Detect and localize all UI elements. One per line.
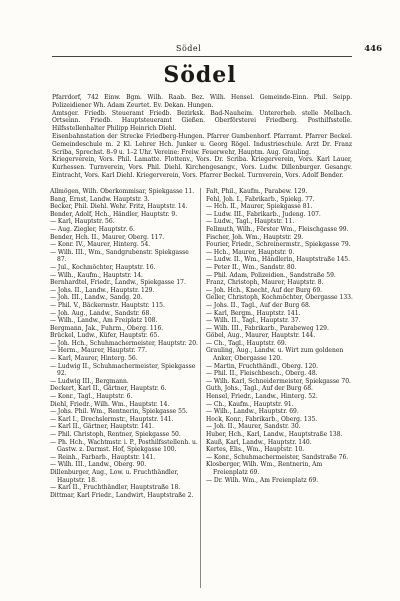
resident-entry: — Hch., Maurer, Hauptstr. 0. [206,248,295,256]
resident-entry: Becker, Phil. Diehl. Wehr. Fritz, Hauptstr. 14. [50,203,188,211]
resident-entry: — Joh. Aug., Landw., Sandstr. 68. [50,309,152,317]
resident-entry: — Wilh., Kaufm., Hauptstr. 14. [50,271,143,279]
resident-entry: Huber, Hch., Karl, Landw., Hauptstraße 138. [206,431,343,438]
resident-entry: Bender, Hch. II., Maurer, Oberg. 117. [50,233,165,241]
resident-entry: Bergmann, Jak., Fuhrm., Oberg. 116. [50,324,164,332]
resident-entry: — Jul., Kochmöchter, Hauptstr. 16. [50,263,156,271]
resident-entry: Brückel, Ludw., Küfer, Hauptstr. 65. [50,332,160,340]
intro-paragraph: Pfarrdorf, 742 Einw. Bgm. Wilh. Raab. Bez. Wilh. Hensel. Gemeinde-Einn. Phil. Seipp. Polizeidiener Wh. Adam Zeurtet. Ev. Dekan. Hungen. [52,94,352,109]
resident-entry: — Ludwig II., Schuhmachermeister, Spiekgasse 92. [50,362,196,378]
resident-entry: — Ludw. III., Fabrikarb., Judeng. 107. [206,210,321,218]
resident-entry: — Martin, Fruchthändl., Oberg. 120. [206,362,319,370]
page-number: 446 [364,44,382,54]
resident-entry: Hock, Konr., Fabrikarb., Oberg. 135. [206,415,318,423]
village-intro [52,94,352,180]
resident-entry: — Phil. V., Bäckermstr. Hauptstr. 115. [50,301,165,309]
resident-entry: Grauling, Aug., Landw. u. Wirt zum goldenen Anker, Obergasse 120. [206,347,344,363]
resident-entry: — Joh. Hch., Knecht, Auf der Burg 69. [206,286,323,294]
header-rule [52,56,352,57]
resident-entry: Guth, Johs., Tagl., Auf der Burg 68. [206,385,313,393]
resident-entry: Bender, Adolf, Hch., Händler, Hauptstr. 9. [50,210,178,218]
resident-entry: — Herm., Maurer, Hauptstr. 77. [50,347,147,355]
resident-entry: — Wilh. II., Tagl., Hauptstr. 37. [206,317,301,325]
resident-entry: — Wilh., Landw., Am Freiplatz 108. [50,317,158,325]
resident-entry: Fischer, Joh. Wm., Hauptstr. 29. [206,233,304,241]
resident-entry: — Reinh., Farbarb., Hauptstr. 141. [50,453,156,461]
resident-entry: Allmögen, Wilh. Oberkommisar, Spiekgasse 11. [50,188,195,195]
resident-entry: — Wilh. III., Wm., Sandgrubenstr. Spiekgasse 87. [50,248,189,264]
resident-list-left [50,188,200,499]
resident-entry: — Dr. Wilh. Wm., Am Freienplatz 69. [206,476,319,484]
intro-paragraph: Eisenbahnstation der Strecke Friedberg-Hungen. Pfarrer Gumbenhorf. Pfarramt. Pfarrer Beckel. Gemeindeschule m. 2 Kl. Lehrer Hch. Junker u. Georg Rögel. Industrieschule. Arzt Dr. Franz Scriba, Sprechst. 8–9 u. 1–2 Uhr. Vereine: Freiw. Feuerwehr, Hauptm. Aug. Grauling. [52,132,352,156]
resident-entry: — Aug. Ziegler, Hauptstr. 6. [50,225,135,233]
resident-entry: — Karl I., Drechslermstr., Hauptstr. 141. [50,415,174,423]
resident-entry: Fehl, Joh. I., Fabrikarb., Spiekg. 77. [206,195,315,203]
resident-entry: — Phil. Christoph, Rentner, Spiekgasse 50. [50,431,181,438]
resident-entry: — Wilh. Karl, Schneidermeister, Spiekgasse 70. [206,377,351,385]
column-divider [200,188,201,588]
resident-entry: — Ludwig III., Bergmann. [50,377,129,385]
resident-entry: Bernhardtel, Friedr., Landw., Spiekgasse 17. [50,279,186,287]
intro-paragraph: Amtsger. Friedb. Steueramt Friedb. Bezirksk. Bad-Nauheim. Untererheb. stelle Melbach. Ortseinn. Friedb. Hauptsteueramt Gießen. Oberförsterei Friedberg. Posthilfsstelle. Hilfsstellenhalter Philipp Heinrich Diehl. [52,109,352,133]
resident-entry: Deckert, Karl II., Gärtner, Hauptstr. 6. [50,385,167,393]
resident-entry: — Ludw. II., Wm., Händlerin, Hauptstraße 145. [206,256,351,264]
resident-entry: Dillenburger, Aug., Low. u. Fruchthändler, Hauptstr. 18. [50,468,179,484]
resident-entry: — Karl II., Fruchthändler, Hauptstraße 18. [50,484,181,492]
resident-list-right [206,188,356,484]
resident-entry: — Johs. II., Landw., Hauptstr. 129. [50,286,155,294]
resident-entry: Geller, Christoph, Kochmöchter, Obergasse 133. [206,294,353,302]
running-head-title: Södel [176,44,202,53]
resident-entry: Bang, Ernst, Landw. Hauptstr. 3. [50,195,150,203]
resident-entry: Kauß, Karl, Landw., Hauptstr. 140. [206,438,312,446]
resident-entry: — Ludw., Tagl., Hauptstr. 11. [206,218,295,226]
resident-entry: — Johs. Phil. Wm., Rentnerin, Spiekgasse 55. [50,408,188,416]
resident-entry: — Ch., Tagl., Hauptstr. 69. [206,339,287,347]
resident-entry: — Hch. II., Maurer, Spiekgasse 81. [206,203,313,211]
resident-entry: Klosberger, Wilh. Wm., Rentnerin, Am Freienplatz 69. [206,461,323,476]
resident-entry: — Karl, Maurer, Hinterg. 56. [50,355,138,363]
resident-entry: — Phil. II., Fleischbesch., Oberg. 48. [206,370,318,378]
resident-entry: — Johs. II., Tagl., Auf der Burg 68. [206,301,311,309]
resident-entry: — Wilh. III., Landw., Oberg. 90. [50,461,147,469]
resident-entry: Hensel, Friedr., Landw., Hinterg. 52. [206,393,318,401]
resident-entry: — Phil. Adam, Polizeidien., Sandstraße 59. [206,271,336,279]
resident-entry: Franz, Christoph, Maurer, Hauptstr. 8. [206,279,324,287]
resident-entry: — Joh. Hch., Schuhmachermeister, Hauptstr. 20. [50,339,198,347]
resident-entry: — Karl, Hauptstr. 56. [50,218,115,226]
intro-paragraph: Kriegerverein, Vors. Phil. Lamatte. Flottenv., Vors. Dr. Scriba. Kriegerverein, Vors. Karl Lauer, Kurhessen. Turnverein, Vors. Phil. Diehl. Kirchengesangv., Vors. Ludw. Dillenburger. Gesangv. Eintracht, Vors. Karl Diehl. Kriegerverein, Vors. Pfarrer Beckel. Turnverein, Vors. Adolf Bender. [52,156,352,179]
resident-entry: Fellmuth, Wilh., Förster Wm., Fleischgasse 99. [206,225,349,233]
resident-entry: — Konr., Schuhmachermeister, Sandstraße 76. [206,453,349,461]
resident-entry: Göbel, Aug., Maurer, Hauptstr. 144. [206,332,316,340]
page-title: Södel [163,62,237,88]
resident-entry: — Karl, Bergm., Hauptstr. 141. [206,309,301,317]
resident-entry: — Joh. III., Landw., Sandg. 20. [50,294,143,302]
resident-entry: Kertes, Elis., Wm., Hauptstr. 10. [206,446,305,454]
resident-entry: Diehl, Friedr., Wilh. Wm., Hauptstr. 14. [50,400,170,408]
resident-entry: — Peter II., Wm., Sandstr. 80. [206,263,297,271]
resident-entry: Fourier, Friedr., Schreinermstr., Spiekgasse 79. [206,241,351,249]
resident-entry: — Ch., Kaufm., Hauptstr. 91. [206,400,294,408]
resident-entry: — Karl II., Gärtner, Hauptstr. 141. [50,423,155,431]
running-head [0,44,400,56]
resident-entry: — Joh. II., Maurer, Sandstr. 30. [206,423,301,431]
resident-entry: — Wilh. III., Fabrikarb., Parabeweg 129. [206,324,329,332]
resident-entry: Falt, Phil., Kaufm., Parabew. 129. [206,188,308,195]
resident-entry: — Konr., Tagl., Hauptstr. 6. [50,393,133,401]
resident-entry: — Wilh., Landw., Hauptstr. 69. [206,408,299,416]
resident-entry: — Ph. Hch., Wachtmstr. i. P., Posthilfsstellenh. u. Gastw. z. Darmst. Hof, Spiekgasse 100. [50,438,198,454]
resident-entry: Dittmar, Karl Friedr., Landwirt, Hauptstraße 2. [50,491,194,499]
resident-entry: — Konr. IV., Maurer, Hinterg. 54. [50,241,151,249]
